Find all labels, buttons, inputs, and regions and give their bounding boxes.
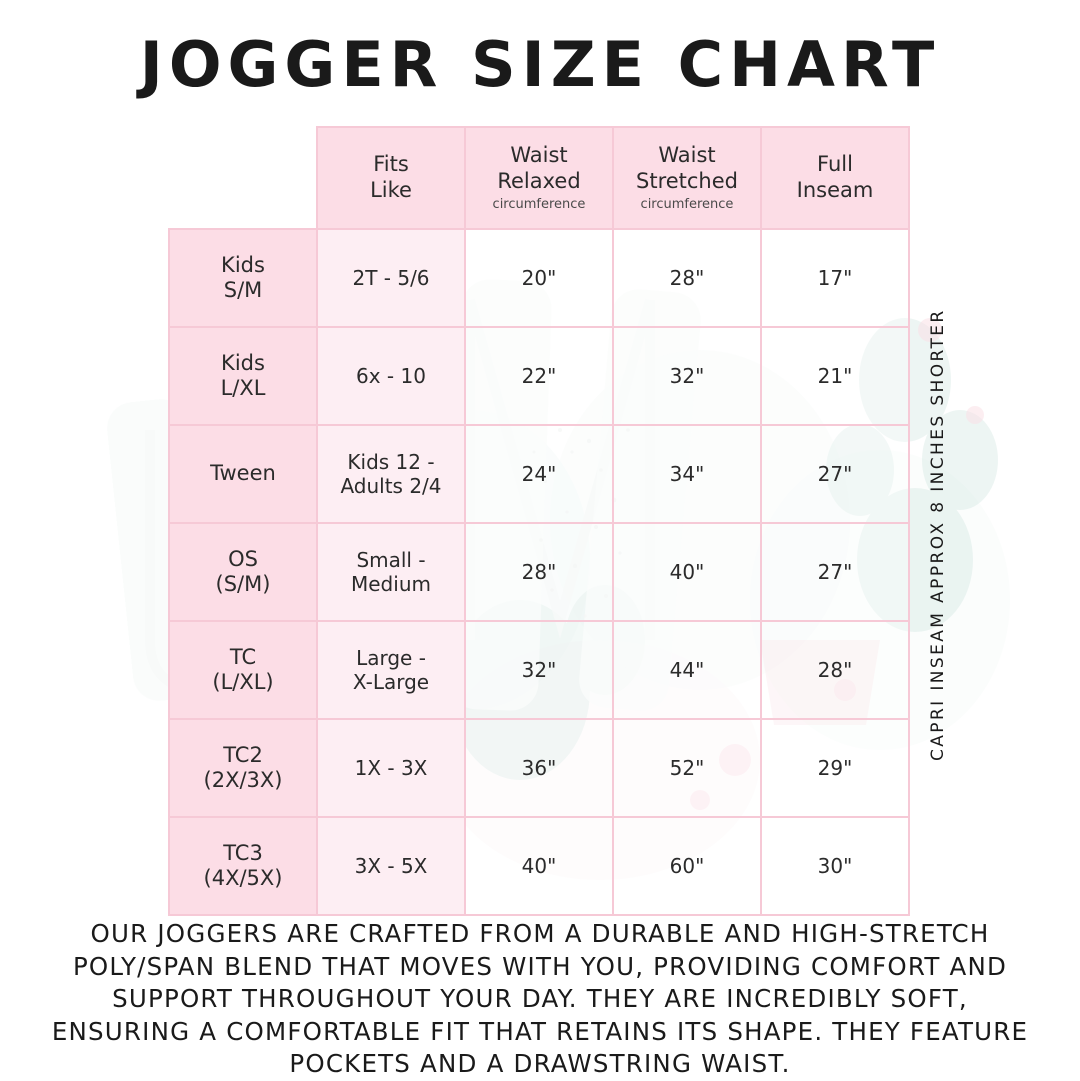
header-line1: Waist [510,143,568,168]
header-subtitle: circumference [492,196,586,212]
footer-line: OUR JOGGERS ARE CRAFTED FROM A DURABLE AND HIGH-STRETCH [90,919,990,948]
header-line1: Fits [373,152,409,177]
footer-line: SUPPORT THROUGHOUT YOUR DAY. THEY ARE INCREDIBLY SOFT, [112,984,968,1014]
size-line1: Tween [210,461,276,486]
header-line1: Waist [658,143,716,168]
row-size-label [169,817,317,915]
fits-line1: Large - [356,646,426,670]
fits-line1: 6x - 10 [356,364,426,388]
cell-waist-relaxed: 28" [465,523,613,621]
table-row [169,817,909,915]
table-row [169,523,909,621]
cell-waist-relaxed: 40" [465,817,613,915]
size-chart-table [168,126,910,916]
footer-line: POCKETS AND A DRAWSTRING WAIST. [289,1049,791,1079]
size-line1: TC3 [223,840,263,865]
page-title: JOGGER SIZE CHART [139,28,941,101]
cell-full-inseam: 30" [761,817,909,915]
cell-waist-stretched: 52" [613,719,761,817]
fits-line2: Adults 2/4 [340,474,442,498]
cell-full-inseam: 27" [761,425,909,523]
header-subtitle: circumference [640,196,734,212]
size-line2: L/XL [220,376,266,400]
cell-fits-like [317,719,465,817]
cell-waist-relaxed: 22" [465,327,613,425]
cell-fits-like [317,621,465,719]
size-chart-container [168,126,908,916]
cell-full-inseam: 21" [761,327,909,425]
column-header-waist-stretched [613,127,761,229]
row-size-label [169,327,317,425]
header-line2: Inseam [796,178,874,202]
cell-waist-stretched: 40" [613,523,761,621]
size-line2: (S/M) [215,572,271,596]
fits-line1: 1X - 3X [354,756,428,780]
size-line2: (L/XL) [212,670,274,694]
fits-line1: 3X - 5X [354,854,428,878]
fits-line1: Kids 12 - [347,450,435,474]
fits-line1: 2T - 5/6 [352,266,430,290]
size-line1: TC2 [223,742,263,767]
size-line2: (2X/3X) [203,768,283,792]
size-line1: Kids [221,350,265,375]
cell-full-inseam: 17" [761,229,909,327]
cell-waist-stretched: 32" [613,327,761,425]
table-row [169,719,909,817]
cell-waist-stretched: 34" [613,425,761,523]
table-corner-cell [169,127,317,229]
fits-line1: Small - [356,548,426,572]
table-row [169,621,909,719]
table-row [169,327,909,425]
cell-waist-stretched: 28" [613,229,761,327]
row-size-label [169,229,317,327]
cell-full-inseam: 27" [761,523,909,621]
footer-line: POLY/SPAN BLEND THAT MOVES WITH YOU, PROVIDING COMFORT AND [72,951,1008,981]
cell-waist-relaxed: 20" [465,229,613,327]
cell-waist-relaxed: 36" [465,719,613,817]
column-header-waist-relaxed [465,127,613,229]
table-row [169,229,909,327]
table-row [169,425,909,523]
cell-waist-relaxed: 32" [465,621,613,719]
cell-fits-like [317,425,465,523]
header-line1: Full [817,152,853,177]
cell-fits-like [317,327,465,425]
cell-full-inseam: 28" [761,621,909,719]
table-header-row [169,127,909,229]
size-line1: TC [229,644,257,669]
column-header-full-inseam [761,127,909,229]
row-size-label [169,621,317,719]
header-line2: Like [370,178,412,202]
footer-description [40,918,1040,1081]
cell-fits-like [317,229,465,327]
size-line1: OS [228,546,258,571]
footer-line: ENSURING A COMFORTABLE FIT THAT RETAINS ITS SHAPE. THEY FEATURE [51,1016,1029,1046]
cell-waist-stretched: 44" [613,621,761,719]
column-header-fits-like [317,127,465,229]
fits-line2: X-Large [352,670,430,694]
capri-inseam-note: CAPRI INSEAM APPROX 8 INCHES SHORTER [928,308,948,762]
header-line2: Stretched [636,169,738,194]
cell-full-inseam: 29" [761,719,909,817]
size-line2: S/M [223,278,263,302]
row-size-label [169,523,317,621]
cell-waist-relaxed: 24" [465,425,613,523]
row-size-label [169,425,317,523]
cell-fits-like [317,523,465,621]
fits-line2: Medium [351,572,431,596]
header-line2: Relaxed [497,169,581,194]
size-line2: (4X/5X) [203,866,283,890]
cell-fits-like [317,817,465,915]
row-size-label [169,719,317,817]
cell-waist-stretched: 60" [613,817,761,915]
size-line1: Kids [221,252,265,277]
